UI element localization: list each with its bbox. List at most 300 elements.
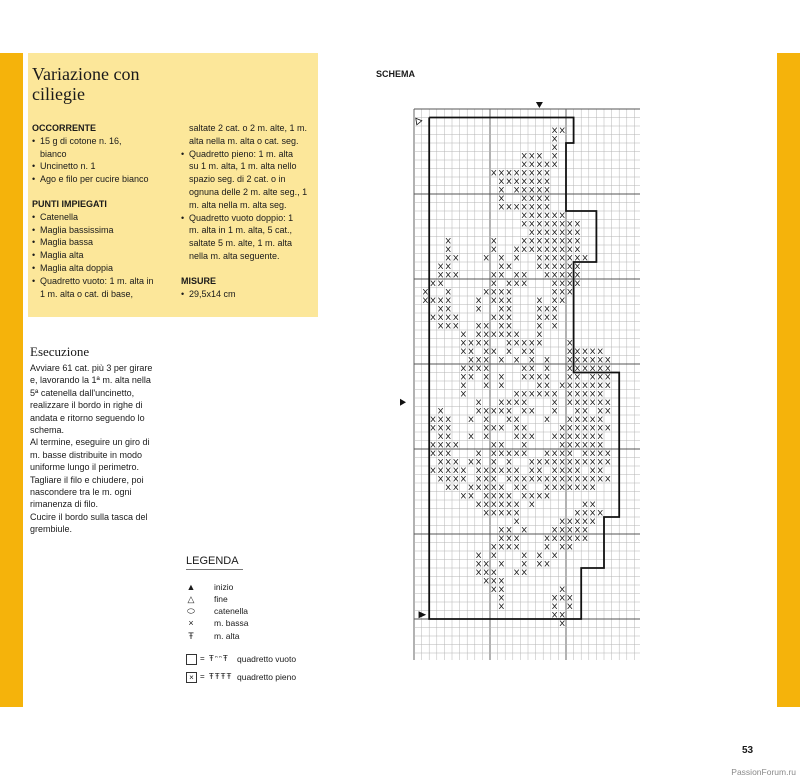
filled-stitch-mark	[552, 136, 556, 141]
filled-stitch-mark	[590, 510, 594, 515]
filled-stitch-mark	[575, 434, 579, 439]
filled-stitch-mark	[560, 459, 564, 464]
schema-label: SCHEMA	[376, 69, 416, 79]
filled-stitch-mark	[590, 425, 594, 430]
filled-stitch-mark	[454, 272, 458, 277]
filled-stitch-mark	[454, 485, 458, 490]
end-row-marker-icon	[419, 611, 427, 618]
filled-stitch-mark	[598, 468, 602, 473]
list-item: alta nella m. alta o cat. seg.	[189, 135, 299, 146]
filled-stitch-mark	[568, 340, 572, 345]
filled-stitch-mark	[537, 553, 541, 558]
list-item: • Quadretto vuoto doppio: 1	[181, 212, 316, 225]
filled-stitch-mark	[423, 289, 427, 294]
filled-stitch-mark	[552, 536, 556, 541]
filled-stitch-mark	[492, 544, 496, 549]
list-item: • Maglia bassa	[32, 236, 172, 249]
filled-stitch-mark	[438, 451, 442, 456]
filled-stitch-mark	[492, 476, 496, 481]
list-item: m. alta in 1 m. alta, 5 cat.,	[189, 225, 293, 236]
filled-stitch-mark	[545, 179, 549, 184]
filled-stitch-mark	[537, 332, 541, 337]
filled-stitch-mark	[499, 485, 503, 490]
filled-stitch-mark	[537, 238, 541, 243]
filled-stitch-mark	[568, 238, 572, 243]
filled-stitch-mark	[492, 442, 496, 447]
filled-stitch-mark	[438, 323, 442, 328]
filled-stitch-mark	[499, 561, 503, 566]
filled-stitch-mark	[514, 179, 518, 184]
filled-stitch-mark	[514, 451, 518, 456]
legend-equivalence: = ŦŦŦŦ	[200, 672, 233, 681]
misure-heading: MISURE	[181, 275, 217, 286]
filled-stitch-mark	[446, 238, 450, 243]
filled-stitch-mark	[514, 247, 518, 252]
filled-stitch-mark	[598, 408, 602, 413]
filled-stitch-mark	[568, 264, 572, 269]
filled-stitch-mark	[598, 459, 602, 464]
filled-stitch-mark	[560, 442, 564, 447]
filled-stitch-mark	[590, 349, 594, 354]
filled-stitch-mark	[492, 170, 496, 175]
filled-stitch-mark	[522, 247, 526, 252]
filled-stitch-mark	[499, 204, 503, 209]
filled-stitch-mark	[575, 247, 579, 252]
legend	[186, 555, 316, 682]
filled-stitch-mark	[514, 434, 518, 439]
filled-stitch-mark	[545, 255, 549, 260]
filled-stitch-mark	[560, 230, 564, 235]
filled-stitch-mark	[552, 400, 556, 405]
filled-stitch-mark	[461, 349, 465, 354]
filled-stitch-mark	[446, 323, 450, 328]
filled-stitch-mark	[545, 451, 549, 456]
list-item: • 29,5x14 cm	[181, 288, 316, 301]
filled-stitch-mark	[507, 281, 511, 286]
filled-stitch-mark	[583, 383, 587, 388]
filled-stitch-mark	[476, 323, 480, 328]
filled-stitch-mark	[514, 417, 518, 422]
filled-stitch-mark	[507, 340, 511, 345]
filled-stitch-mark	[575, 366, 579, 371]
filled-stitch-mark	[537, 561, 541, 566]
filled-stitch-mark	[499, 578, 503, 583]
filled-stitch-mark	[583, 459, 587, 464]
filled-stitch-mark	[507, 459, 511, 464]
filled-stitch-mark	[499, 510, 503, 515]
filled-stitch-mark	[484, 366, 488, 371]
filled-stitch-mark	[514, 170, 518, 175]
filled-stitch-mark	[560, 128, 564, 133]
filled-stitch-mark	[537, 476, 541, 481]
filled-stitch-mark	[507, 408, 511, 413]
filled-stitch-mark	[537, 204, 541, 209]
filled-stitch-mark	[507, 306, 511, 311]
filled-stitch-mark	[499, 408, 503, 413]
filled-stitch-mark	[575, 221, 579, 226]
filled-stitch-mark	[514, 400, 518, 405]
filled-stitch-mark	[545, 374, 549, 379]
execution-line: Al termine, eseguire un giro di	[30, 437, 150, 448]
filled-stitch-mark	[484, 468, 488, 473]
filled-stitch-mark	[499, 179, 503, 184]
filled-stitch-mark	[568, 391, 572, 396]
filled-stitch-mark	[606, 476, 610, 481]
filled-stitch-mark	[598, 425, 602, 430]
filled-stitch-mark	[438, 434, 442, 439]
filled-stitch-mark	[568, 400, 572, 405]
filled-stitch-mark	[499, 425, 503, 430]
filled-stitch-mark	[545, 264, 549, 269]
list-item: • Quadretto vuoto: 1 m. alta in	[32, 275, 172, 288]
filled-stitch-mark	[560, 213, 564, 218]
filled-stitch-mark	[560, 272, 564, 277]
filled-stitch-mark	[568, 544, 572, 549]
filled-stitch-mark	[568, 595, 572, 600]
filled-stitch-mark	[507, 510, 511, 515]
filled-stitch-mark	[590, 442, 594, 447]
filled-stitch-mark	[537, 340, 541, 345]
filled-stitch-mark	[568, 442, 572, 447]
filled-stitch-mark	[461, 391, 465, 396]
filled-stitch-mark	[530, 476, 534, 481]
filled-stitch-mark	[545, 417, 549, 422]
filled-stitch-mark	[469, 485, 473, 490]
filled-stitch-mark	[552, 527, 556, 532]
filled-stitch-mark	[590, 451, 594, 456]
filled-stitch-mark	[560, 264, 564, 269]
filled-stitch-mark	[560, 425, 564, 430]
occorrente-heading: OCCORRENTE	[32, 123, 97, 133]
filled-stitch-mark	[499, 604, 503, 609]
filled-stitch-mark	[446, 315, 450, 320]
filled-stitch-mark	[499, 383, 503, 388]
filled-stitch-mark	[484, 289, 488, 294]
filled-stitch-mark	[552, 459, 556, 464]
filled-stitch-mark	[537, 468, 541, 473]
filled-stitch-mark	[552, 485, 556, 490]
filled-stitch-mark	[606, 357, 610, 362]
filled-stitch-mark	[514, 281, 518, 286]
filled-stitch-mark	[454, 323, 458, 328]
list-item: • Quadretto pieno: 1 m. alta	[181, 148, 316, 161]
filled-stitch-mark	[476, 561, 480, 566]
filled-stitch-mark	[469, 340, 473, 345]
filled-stitch-mark	[461, 476, 465, 481]
list-item: nella m. alta seguente.	[189, 250, 280, 261]
filled-stitch-mark	[552, 255, 556, 260]
filled-stitch-mark	[492, 315, 496, 320]
filled-stitch-mark	[598, 476, 602, 481]
filled-stitch-mark	[568, 374, 572, 379]
filled-stitch-mark	[537, 374, 541, 379]
filled-stitch-mark	[606, 383, 610, 388]
filled-stitch-mark	[598, 374, 602, 379]
filled-stitch-mark	[514, 187, 518, 192]
filled-stitch-mark	[530, 162, 534, 167]
filled-stitch-mark	[522, 553, 526, 558]
filled-stitch-mark	[476, 366, 480, 371]
filled-stitch-mark	[583, 519, 587, 524]
filled-stitch-mark	[476, 459, 480, 464]
filled-stitch-mark	[492, 553, 496, 558]
filled-stitch-mark	[499, 493, 503, 498]
filled-stitch-mark	[522, 196, 526, 201]
execution-line: andata e ritorno seguendo lo	[30, 412, 145, 423]
filled-stitch-mark	[499, 527, 503, 532]
filled-stitch-mark	[438, 442, 442, 447]
filled-stitch-mark	[590, 468, 594, 473]
filled-stitch-mark	[492, 578, 496, 583]
filled-stitch-mark	[492, 298, 496, 303]
filled-stitch-mark	[454, 255, 458, 260]
filled-stitch-mark	[522, 485, 526, 490]
filled-stitch-mark	[590, 476, 594, 481]
filled-stitch-mark	[446, 289, 450, 294]
filled-stitch-mark	[545, 170, 549, 175]
filled-stitch-mark	[522, 153, 526, 158]
filled-stitch-mark	[552, 553, 556, 558]
filled-stitch-mark	[499, 315, 503, 320]
filled-stitch-mark	[590, 366, 594, 371]
filled-stitch-mark	[568, 519, 572, 524]
page-number: 53	[742, 745, 754, 756]
filled-stitch-mark	[507, 451, 511, 456]
filled-stitch-mark	[522, 213, 526, 218]
filled-stitch-mark	[552, 247, 556, 252]
list-item: su 1 m. alta, 1 m. alta nello	[189, 161, 297, 172]
filled-stitch-mark	[537, 315, 541, 320]
filled-stitch-mark	[545, 459, 549, 464]
filled-stitch-mark	[537, 213, 541, 218]
filled-stitch-mark	[484, 349, 488, 354]
legend-title: LEGENDA	[186, 555, 243, 570]
filled-stitch-mark	[590, 502, 594, 507]
filled-stitch-mark	[568, 417, 572, 422]
filled-stitch-mark	[583, 502, 587, 507]
filled-stitch-mark	[545, 221, 549, 226]
filled-stitch-mark	[590, 417, 594, 422]
filled-stitch-mark	[537, 162, 541, 167]
filled-stitch-mark	[598, 417, 602, 422]
right-yellow-stripe	[777, 53, 800, 707]
filled-stitch-mark	[461, 493, 465, 498]
list-item: saltate 2 cat. o 2 m. alte, 1 m.	[189, 123, 308, 133]
filled-stitch-mark	[575, 417, 579, 422]
filled-stitch-mark	[530, 230, 534, 235]
filled-stitch-mark	[568, 468, 572, 473]
list-item: • Maglia alta	[32, 249, 172, 262]
filled-stitch-mark	[598, 400, 602, 405]
list-item: • Maglia alta doppia	[32, 262, 172, 275]
filled-stitch-mark	[514, 357, 518, 362]
filled-stitch-mark	[499, 332, 503, 337]
filled-stitch-mark	[568, 281, 572, 286]
filled-stitch-mark	[522, 221, 526, 226]
filled-stitch-mark	[530, 204, 534, 209]
filled-stitch-mark	[560, 247, 564, 252]
filled-stitch-mark	[545, 536, 549, 541]
filled-stitch-mark	[446, 417, 450, 422]
filled-stitch-mark	[590, 434, 594, 439]
filled-stitch-mark	[522, 561, 526, 566]
filled-stitch-mark	[545, 485, 549, 490]
filled-stitch-mark	[492, 425, 496, 430]
filled-stitch-mark	[537, 153, 541, 158]
filled-stitch-mark	[545, 366, 549, 371]
filled-stitch-mark	[522, 527, 526, 532]
filled-stitch-mark	[431, 468, 435, 473]
filled-stitch-mark	[583, 451, 587, 456]
filled-stitch-mark	[499, 272, 503, 277]
filled-stitch-mark	[461, 340, 465, 345]
filled-stitch-mark	[552, 230, 556, 235]
legend-label: m. bassa	[214, 618, 249, 628]
filled-stitch-mark	[492, 502, 496, 507]
filled-stitch-mark	[446, 255, 450, 260]
list-item: • 15 g di cotone n. 16,	[32, 135, 172, 148]
filled-stitch-mark	[545, 357, 549, 362]
misure-list	[181, 288, 316, 301]
filled-stitch-mark	[545, 391, 549, 396]
filled-stitch-mark	[537, 247, 541, 252]
filled-stitch-mark	[492, 289, 496, 294]
filled-stitch-mark	[514, 519, 518, 524]
filled-stitch-mark	[552, 289, 556, 294]
filled-stitch-mark	[469, 357, 473, 362]
list-item: • Catenella	[32, 211, 172, 224]
filled-stitch-mark	[552, 595, 556, 600]
filled-stitch-mark	[530, 170, 534, 175]
filled-stitch-mark	[568, 485, 572, 490]
execution-line: m. basse distribuite in modo	[30, 449, 143, 460]
filled-stitch-mark	[568, 425, 572, 430]
filled-stitch-mark	[537, 187, 541, 192]
filled-stitch-mark	[560, 434, 564, 439]
filled-stitch-mark	[461, 332, 465, 337]
filled-stitch-mark	[499, 400, 503, 405]
filled-stitch-mark	[598, 383, 602, 388]
filled-stitch-mark	[522, 476, 526, 481]
filled-stitch-mark	[537, 391, 541, 396]
filled-stitch-mark	[438, 417, 442, 422]
filled-stitch-mark	[492, 272, 496, 277]
filled-stitch-mark	[583, 408, 587, 413]
filled-stitch-mark	[537, 221, 541, 226]
filled-stitch-mark	[590, 374, 594, 379]
filled-stitch-mark	[575, 459, 579, 464]
filled-stitch-mark	[484, 578, 488, 583]
filled-stitch-mark	[575, 442, 579, 447]
filled-stitch-mark	[492, 408, 496, 413]
filled-stitch-mark	[446, 485, 450, 490]
filled-stitch-mark	[484, 374, 488, 379]
filled-stitch-mark	[530, 468, 534, 473]
filled-stitch-mark	[606, 400, 610, 405]
occorrente-list	[32, 135, 172, 186]
filled-stitch-mark	[606, 459, 610, 464]
execution-line: nascondere tra le m. ogni	[30, 487, 132, 498]
filled-stitch-mark	[522, 162, 526, 167]
left-yellow-stripe	[0, 53, 23, 707]
filled-stitch-mark	[575, 408, 579, 413]
filled-stitch-mark	[575, 519, 579, 524]
filled-stitch-mark	[454, 459, 458, 464]
filled-stitch-mark	[469, 493, 473, 498]
filled-stitch-mark	[492, 238, 496, 243]
filled-stitch-mark	[484, 561, 488, 566]
filled-stitch-mark	[499, 468, 503, 473]
filled-stitch-mark	[583, 476, 587, 481]
filled-stitch-mark	[476, 553, 480, 558]
filled-stitch-mark	[514, 332, 518, 337]
finish-marker-icon	[416, 118, 422, 125]
filled-stitch-mark	[507, 323, 511, 328]
filled-stitch-mark	[568, 604, 572, 609]
filled-stitch-mark	[461, 374, 465, 379]
filled-stitch-mark	[545, 306, 549, 311]
filled-stitch-mark	[583, 527, 587, 532]
filled-stitch-mark	[446, 272, 450, 277]
filled-stitch-mark	[446, 306, 450, 311]
filled-stitch-mark	[446, 459, 450, 464]
filled-stitch-mark	[537, 306, 541, 311]
filled-stitch-mark	[492, 247, 496, 252]
filled-stitch-mark	[476, 485, 480, 490]
list-item: • Uncinetto n. 1	[32, 160, 172, 173]
filled-stitch-mark	[484, 502, 488, 507]
filled-stitch-mark	[492, 510, 496, 515]
filled-stitch-mark	[522, 451, 526, 456]
filled-stitch-mark	[568, 255, 572, 260]
crochet-chart	[400, 100, 640, 660]
filled-stitch-mark	[469, 349, 473, 354]
filled-stitch-mark	[522, 374, 526, 379]
filled-stitch-mark	[575, 391, 579, 396]
filled-stitch-mark	[514, 272, 518, 277]
execution-line: realizzare il bordo in righe di	[30, 400, 143, 411]
filled-stitch-mark	[507, 298, 511, 303]
filled-stitch-mark	[522, 442, 526, 447]
filled-stitch-mark	[598, 451, 602, 456]
filled-stitch-mark	[484, 323, 488, 328]
filled-stitch-mark	[545, 247, 549, 252]
filled-stitch-mark	[568, 536, 572, 541]
filled-stitch-mark	[438, 306, 442, 311]
filled-stitch-mark	[522, 493, 526, 498]
filled-stitch-mark	[560, 527, 564, 532]
filled-stitch-mark	[552, 476, 556, 481]
filled-stitch-mark	[530, 179, 534, 184]
filled-stitch-mark	[476, 468, 480, 473]
filled-stitch-mark	[507, 493, 511, 498]
filled-stitch-mark	[552, 213, 556, 218]
cross-icon: ×	[188, 618, 194, 628]
filled-stitch-mark	[476, 476, 480, 481]
materials-column-2	[181, 122, 316, 300]
filled-stitch-mark	[552, 162, 556, 167]
filled-stitch-mark	[476, 357, 480, 362]
filled-stitch-mark	[476, 332, 480, 337]
filled-stitch-mark	[575, 510, 579, 515]
filled-stitch-mark	[568, 434, 572, 439]
filled-stitch-mark	[507, 289, 511, 294]
legend-label: fine	[214, 594, 228, 604]
filled-stitch-mark	[530, 434, 534, 439]
execution-heading: Esecuzione	[30, 344, 90, 359]
filled-stitch-mark	[530, 187, 534, 192]
filled-stitch-mark	[590, 459, 594, 464]
